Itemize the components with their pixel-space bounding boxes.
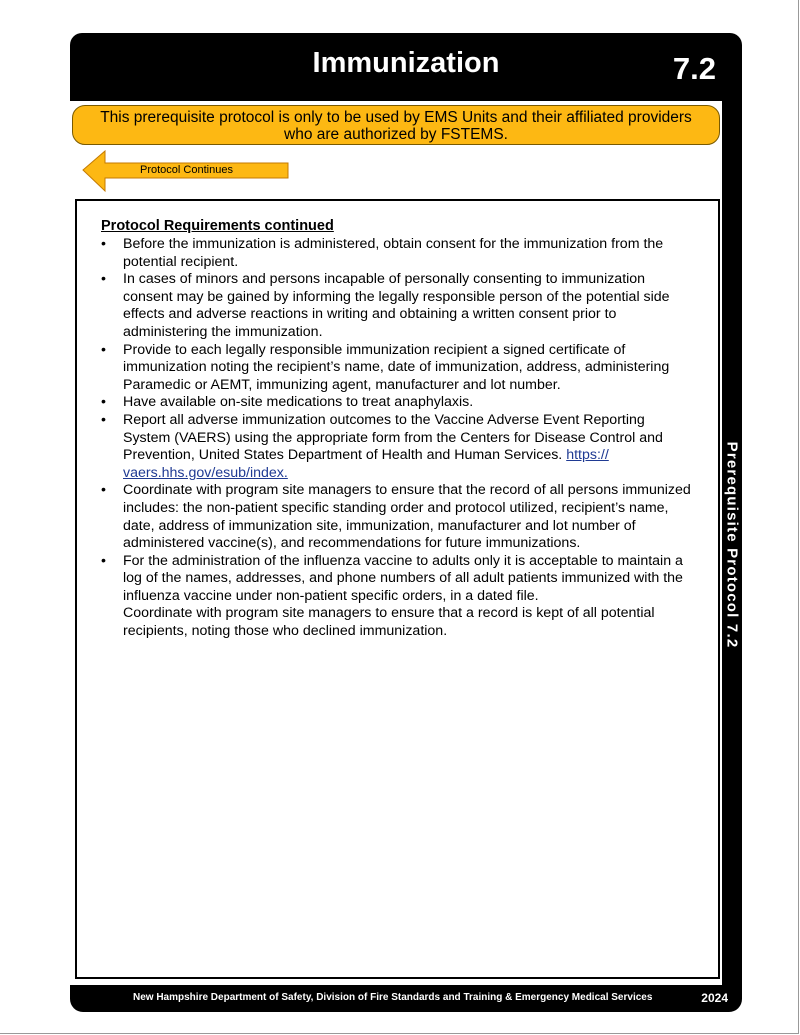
bullet-icon: • bbox=[101, 552, 106, 569]
list-item: • In cases of minors and persons incapable of personally consenting to immunization consent may be gained by informing the legally responsible person of the potential side effects and adverse reactions in writing and obtaining a written consent prior to administering the immunization. bbox=[101, 271, 670, 340]
side-label-text: Prerequisite Protocol 7.2 bbox=[723, 441, 741, 649]
requirements-list bbox=[99, 236, 709, 641]
content-box bbox=[75, 199, 720, 979]
bullet-icon: • bbox=[101, 482, 106, 499]
bullet-icon: • bbox=[101, 341, 106, 358]
list-item: • Report all adverse immunization outcomes to the Vaccine Adverse Event Reporting System (VAERS) using the appropriate form from the Centers for Disease Control and Prevention, United States Department of Health and Human Services. https:// vaers.hhs.gov/esub/index. bbox=[101, 411, 663, 481]
banner-line-2: who are authorized by FSTEMS. bbox=[284, 126, 508, 143]
list-item: • Provide to each legally responsible immunization recipient a signed certificate of immunization noting the recipient’s name, date of immunization, address, administering Paramedic or AEMT, immunizing agent, manufacturer and lot number. bbox=[101, 341, 670, 393]
bullet-icon: • bbox=[101, 411, 106, 428]
banner-line-1: This prerequisite protocol is only to be used by EMS Units and their affiliated providers bbox=[100, 109, 692, 126]
bullet-icon: • bbox=[101, 394, 106, 411]
list-item: • Have available on-site medications to treat anaphylaxis. bbox=[101, 394, 474, 411]
vaers-link-continued[interactable]: vaers.hhs.gov/esub/index. bbox=[123, 464, 288, 481]
vaers-link[interactable]: https:// bbox=[566, 447, 609, 464]
section-title: Protocol Requirements continued bbox=[101, 218, 334, 234]
footer-text: New Hampshire Department of Safety, Division of Fire Standards and Training & Emergency Medical Services bbox=[133, 992, 653, 1003]
bullet-icon: • bbox=[101, 271, 106, 288]
footer-year: 2024 bbox=[701, 991, 728, 1005]
protocol-number: 7.2 bbox=[672, 51, 716, 86]
bullet-icon: • bbox=[101, 236, 106, 252]
list-item: • Before the immunization is administered, obtain consent for the immunization from the potential recipient. bbox=[101, 236, 664, 270]
protocol-continues-arrow[interactable] bbox=[82, 150, 292, 194]
footer-bar bbox=[70, 985, 742, 1012]
list-item: • For the administration of the influenza vaccine to adults only it is acceptable to maintain a log of the names, addresses, and phone numbers of all adult patients immunized with the influenza vaccine under non-patient specific orders, in a dated file. Coordinate with program site managers to ensure that a record is kept of all potential recipients, noting those who declined immunization. bbox=[101, 552, 683, 640]
header-bar bbox=[70, 33, 742, 101]
list-item: • Coordinate with program site managers to ensure that the record of all persons immunized includes: the non-patient specific standing order and protocol utilized, recipient’s name, date, address of immunization site, immunization, manufacturer and lot number of administered vaccine(s), and recommendations for future immunizations. bbox=[101, 482, 691, 552]
page-title: Immunization bbox=[312, 47, 500, 79]
protocol-continues-label: Protocol Continues bbox=[140, 164, 233, 176]
prerequisite-banner bbox=[72, 105, 720, 145]
side-label bbox=[722, 430, 742, 660]
